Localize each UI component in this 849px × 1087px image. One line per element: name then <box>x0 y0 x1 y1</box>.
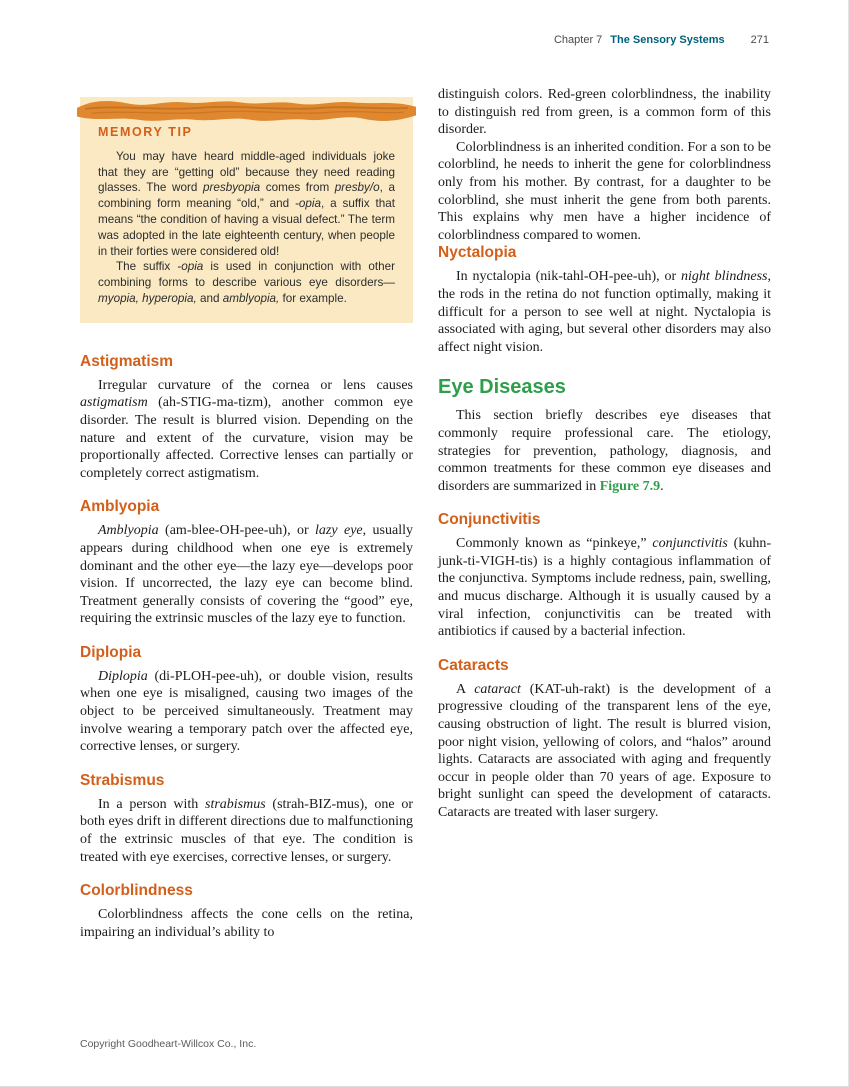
section-cataracts <box>438 657 771 822</box>
paragraph: Diplopia (di-PLOH-pee-uh), or double vision, results when one eye is misaligned, causing two images of the object to be perceived simultaneously. Treatment may involve wearing a temporary patch over the affected eye, corrective lenses, or surgery. <box>80 668 413 755</box>
memory-tip-title: MEMORY TIP <box>98 125 193 139</box>
section-heading: Colorblindness <box>80 882 193 900</box>
section-astigmatism <box>80 353 413 483</box>
paragraph: Colorblindness affects the cone cells on the retina, impairing an individual’s ability to <box>80 907 413 940</box>
section-heading: Amblyopia <box>80 498 160 516</box>
paragraph: In nyctalopia (nik-tahl-OH-pee-uh), or night blindness, the rods in the retina do not function optimally, making it difficult for a person to see well at night. Nyctalopia is associated with aging, but several other disorders may also affect night vision. <box>438 269 772 355</box>
paragraph: Irregular curvature of the cornea or lens causes astigmatism (ah-STIG-ma-tizm), another common eye disorder. The result is blurred vision. Depending on the nature and extent of the curvature, vision may be proportionally affected. Corrective lenses can partially or completely correct astigmatism. <box>80 377 413 481</box>
paragraph: Colorblindness is an inherited condition. For a son to be colorblind, he needs to inherit the gene for colorblindness only from his mother. By contrast, for a daughter to be colorblind, she must inherit the gene from both parents. This explains why men have a higher incidence of colorblindness compared to women. <box>438 139 771 243</box>
section-heading: Strabismus <box>80 771 165 789</box>
copyright-notice: Copyright Goodheart-Willcox Co., Inc. <box>80 1038 257 1050</box>
major-section-heading: Eye Diseases <box>438 376 566 399</box>
paragraph: This section briefly describes eye diseases that commonly require professional care. The etiology, strategies for prevention, pathology, diagnosis, and common treatments for these common eye diseases and disorders are summarized in Figure 7.9. <box>438 408 771 494</box>
section-heading: Conjunctivitis <box>438 511 541 529</box>
wave-decoration-icon <box>77 97 416 123</box>
section-nyctalopia <box>438 244 771 356</box>
paragraph: In a person with strabismus (strah-BIZ-mus), one or both eyes drift in different directions due to malfunctioning of the extrinsic muscles of that eye. The condition is treated with eye exercises, corrective lenses, or surgery. <box>80 796 413 865</box>
section-amblyopia <box>80 498 413 628</box>
chapter-label: Chapter 7 <box>553 34 603 46</box>
running-header <box>554 34 769 46</box>
paragraph: Amblyopia (am-blee-OH-pee-uh), or lazy eye, usually appears during childhood when one eye is extremely dominant and the other eye—the lazy eye—develops poor vision. If uncorrected, the lazy eye can become blind. Treatment generally consists of covering the “good” eye, requiring the extrinsic muscles of the lazy eye to function. <box>80 523 413 627</box>
right-column <box>438 86 771 941</box>
memory-tip-paragraph: You may have heard middle-aged individuals joke that they are “getting old” because they need reading glasses. The word presbyopia comes from presby/o, a combining form meaning “old,” and -opia, a suffix that means “the condition of having a visual defect.” The term was adopted in the late eighteenth century, when people in their forties were considered old! <box>98 149 395 258</box>
paragraph-continuation: distinguish colors. Red-green colorblindness, the inability to distinguish red from green, is a common form of this disorder. <box>438 87 771 138</box>
memory-tip-paragraph: The suffix -opia is used in conjunction with other combining forms to describe various eye disorders—myopia, hyperopia, and amblyopia, for example. <box>98 260 395 305</box>
section-conjunctivitis <box>438 511 771 641</box>
section-diplopia <box>80 644 413 756</box>
section-heading: Astigmatism <box>80 352 174 370</box>
section-eye-diseases <box>438 376 771 495</box>
section-heading: Nyctalopia <box>438 244 517 262</box>
section-heading: Diplopia <box>80 643 142 661</box>
page-number: 271 <box>750 34 769 46</box>
left-column <box>80 86 413 941</box>
paragraph: A cataract (KAT-uh-rakt) is the development of a progressive clouding of the transparent lens of the eye, causing obstruction of light. The result is blurred vision, poor night vision, yellowing of colors, and “halos” around lights. Cataracts are associated with aging and frequently occur in people older than 70 years of age. Exposure to bright sunlight can speed the development of cataracts. Cataracts are treated with laser surgery. <box>438 681 771 820</box>
two-column-layout <box>80 86 771 941</box>
memory-tip-box <box>80 97 413 323</box>
paragraph: Commonly known as “pinkeye,” conjunctivitis (kuhn-junk-ti-VIGH-tis) is a highly contagious inflammation of the conjunctiva. Symptoms include redness, pain, swelling, and mucus discharge. Although it is usually caused by a viral infection, conjunctivitis can be treated with antibiotics if caused by a bacterial infection. <box>438 536 771 640</box>
section-colorblindness <box>80 882 413 941</box>
section-heading: Cataracts <box>438 656 509 674</box>
chapter-title: The Sensory Systems <box>610 34 725 46</box>
memory-tip-body <box>80 97 413 323</box>
section-strabismus <box>80 772 413 866</box>
